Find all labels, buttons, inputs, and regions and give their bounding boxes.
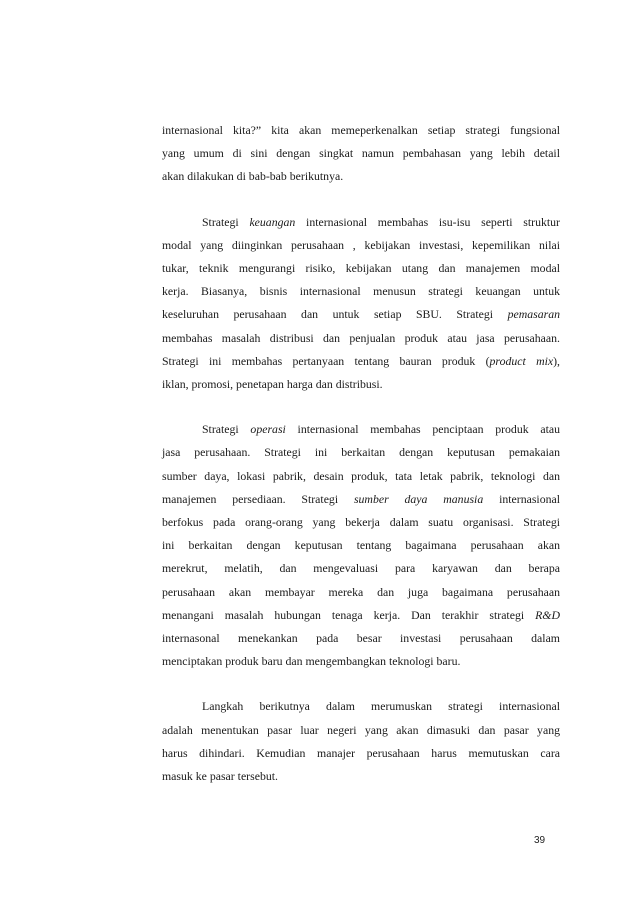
- italic-term: R&D: [535, 607, 560, 622]
- text-line: perusahaan akan membayar mereka dan juga bagaimana perusahaan: [162, 584, 560, 599]
- text-line: masuk ke pasar tersebut.: [162, 769, 278, 784]
- text-line: modal yang diinginkan perusahaan , kebijakan investasi, kepemilikan nilai: [162, 237, 560, 252]
- italic-term: product mix: [489, 353, 554, 368]
- paragraph: [162, 211, 560, 397]
- text-line: keseluruhan perusahaan dan untuk setiap SBU. Strategi pemasaran: [162, 307, 560, 322]
- italic-term: keuangan: [249, 214, 296, 229]
- text-line: menciptakan produk baru dan mengembangkan teknologi baru.: [162, 654, 461, 669]
- text-line: Strategi operasi internasional membahas penciptaan produk atau: [202, 422, 560, 437]
- text-line: Langkah berikutnya dalam merumuskan strategi internasional: [202, 699, 560, 714]
- paragraph: [162, 418, 560, 673]
- italic-term: operasi: [250, 422, 286, 437]
- text-line: yang umum di sini dengan singkat namun pembahasan yang lebih detail: [162, 146, 560, 161]
- text-line: ini berkaitan dengan keputusan tentang bagaimana perusahaan akan: [162, 538, 560, 553]
- text-line: tukar, teknik mengurangi risiko, kebijakan utang dan manajemen modal: [162, 261, 560, 276]
- text-line: berfokus pada orang-orang yang bekerja dalam suatu organisasi. Strategi: [162, 515, 560, 530]
- text-line: jasa perusahaan. Strategi ini berkaitan dengan keputusan pemakaian: [162, 445, 560, 460]
- paragraph-gap: [162, 189, 560, 211]
- body-text: [162, 119, 560, 788]
- text-line: merekrut, melatih, dan mengevaluasi para karyawan dan berapa: [162, 561, 560, 576]
- paragraph-gap: [162, 673, 560, 695]
- text-line: Strategi keuangan internasional membahas isu-isu seperti struktur: [202, 214, 560, 229]
- text-line: iklan, promosi, penetapan harga dan distribusi.: [162, 377, 383, 392]
- italic-term: pemasaran: [507, 307, 560, 322]
- text-line: sumber daya, lokasi pabrik, desain produk, tata letak pabrik, teknologi dan: [162, 468, 560, 483]
- paragraph: [162, 695, 560, 788]
- paragraph: [162, 119, 560, 189]
- text-line: akan dilakukan di bab-bab berikutnya.: [162, 169, 344, 184]
- text-line: adalah menentukan pasar luar negeri yang akan dimasuki dan pasar yang: [162, 722, 560, 737]
- text-line: Strategi ini membahas pertanyaan tentang bauran produk (product mix),: [162, 353, 560, 368]
- text-line: harus dihindari. Kemudian manajer perusahaan harus memutuskan cara: [162, 745, 560, 760]
- paragraph-gap: [162, 396, 560, 418]
- italic-term: sumber daya manusia: [353, 491, 484, 506]
- text-line: menangani masalah hubungan tenaga kerja. Dan terakhir strategi R&D: [162, 607, 560, 622]
- text-line: internasional kita?” kita akan memeperkenalkan setiap strategi fungsional: [162, 123, 560, 137]
- text-line: manajemen persediaan. Strategi sumber daya manusia internasional: [162, 491, 561, 506]
- page-number: 39: [534, 835, 546, 846]
- text-line: kerja. Biasanya, bisnis internasional menusun strategi keuangan untuk: [162, 284, 560, 299]
- text-line: membahas masalah distribusi dan penjualan produk atau jasa perusahaan.: [162, 330, 560, 345]
- text-line: internasonal menekankan pada besar investasi perusahaan dalam: [162, 631, 560, 646]
